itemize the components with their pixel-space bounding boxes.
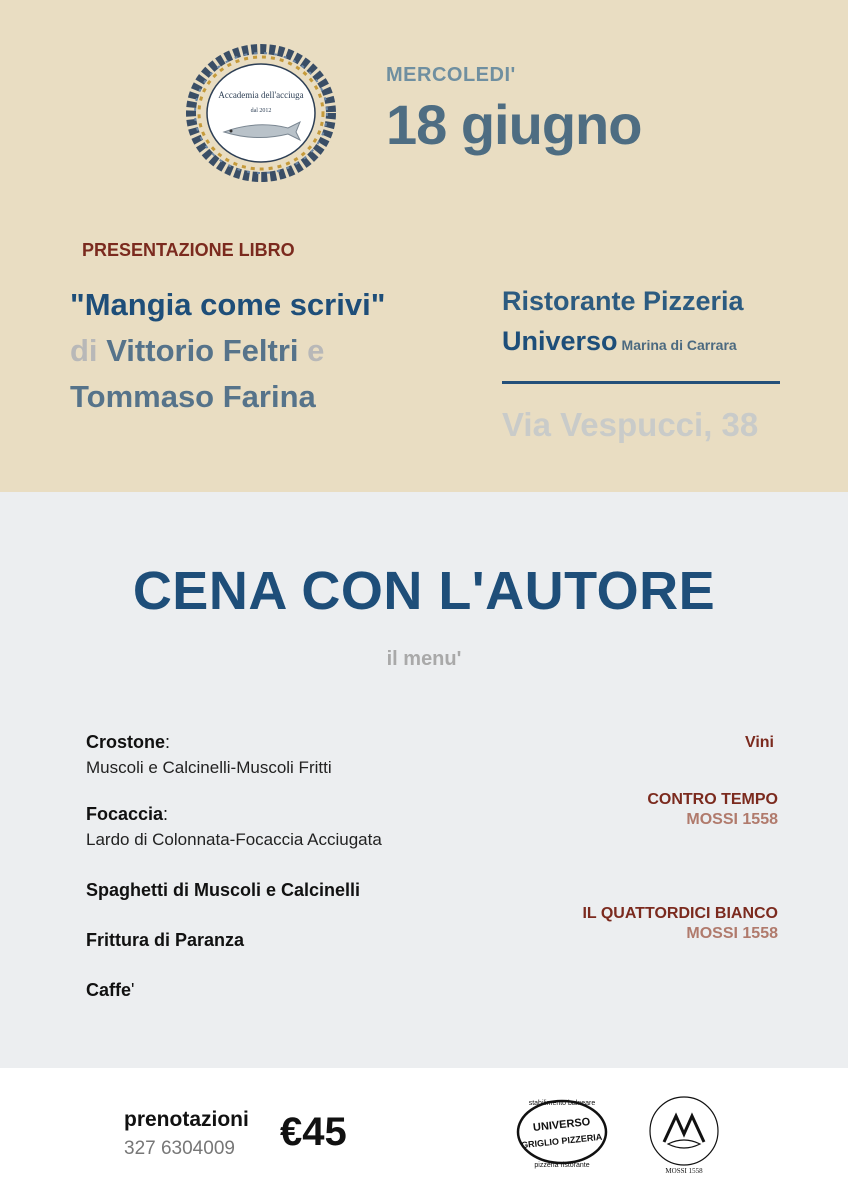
course-name: Crostone: [86, 732, 166, 752]
menu-course: [86, 980, 134, 1001]
booking-phone[interactable]: 327 6304009: [124, 1138, 235, 1159]
book-presentation-label: PRESENTAZIONE LIBRO: [82, 240, 295, 260]
menu-course: [86, 732, 332, 778]
universo-logo-sub: GRIGLIO PIZZERIA: [520, 1131, 603, 1151]
wine-producer: MOSSI 1558: [686, 925, 778, 942]
wine-name: IL QUATTORDICI BIANCO: [582, 905, 778, 922]
menu-course: [86, 804, 382, 850]
wine-name: CONTRO TEMPO: [647, 791, 778, 808]
menu-course: [86, 880, 360, 901]
wine-item: [582, 904, 778, 944]
course-name: Frittura di Paranza: [86, 930, 245, 950]
book-and: e: [307, 333, 325, 368]
wine-producer: MOSSI 1558: [686, 811, 778, 828]
mossi-logo-text: MOSSI 1558: [665, 1167, 703, 1174]
venue-name-line: [502, 326, 737, 357]
book-by: di: [70, 333, 98, 368]
venue-city: Marina di Carrara: [621, 337, 737, 353]
book-title-block: [70, 282, 410, 420]
book-author-2: Tommaso Farina: [70, 379, 316, 414]
venue-divider: [502, 381, 780, 384]
course-name: Focaccia: [86, 804, 164, 824]
event-price: €45: [280, 1110, 347, 1154]
course-suffix: :: [165, 732, 171, 752]
book-author-1: Vittorio Feltri: [106, 333, 299, 368]
course-name: Caffe: [86, 980, 132, 1000]
book-title: "Mangia come scrivi": [70, 287, 386, 322]
universo-logo-top: stabilimento balneare: [528, 1100, 596, 1107]
wine-item: [647, 790, 778, 830]
logo-since: dal 2012: [250, 108, 272, 114]
booking-label: prenotazioni: [124, 1108, 249, 1131]
wines-label: Vini: [744, 734, 774, 751]
universo-logo: [512, 1094, 612, 1170]
mossi-monogram-icon: [664, 1116, 704, 1148]
course-description: Muscoli e Calcinelli-Muscoli Fritti: [86, 758, 332, 777]
mossi-logo: [644, 1094, 724, 1174]
course-suffix: :: [163, 804, 169, 824]
menu-course: [86, 930, 244, 951]
course-suffix: ': [131, 980, 135, 1000]
event-title: CENA CON L'AUTORE: [132, 561, 716, 621]
event-weekday: MERCOLEDI': [386, 64, 516, 86]
universo-logo-bottom: pizzeria ristorante: [534, 1162, 590, 1169]
venue-type: Ristorante Pizzeria: [502, 286, 744, 316]
menu-label: il menu': [386, 648, 462, 670]
venue-name: Universo: [502, 326, 618, 356]
venue-address: Via Vespucci, 38: [502, 406, 759, 443]
course-name: Spaghetti di Muscoli e Calcinelli: [86, 880, 361, 900]
course-description: Lardo di Colonnata-Focaccia Acciugata: [86, 830, 382, 849]
universo-logo-name: UNIVERSO: [532, 1116, 591, 1134]
accademia-logo: [186, 44, 336, 182]
logo-title: Accademia dell'acciuga: [218, 90, 304, 100]
event-date: 18 giugno: [386, 93, 642, 156]
